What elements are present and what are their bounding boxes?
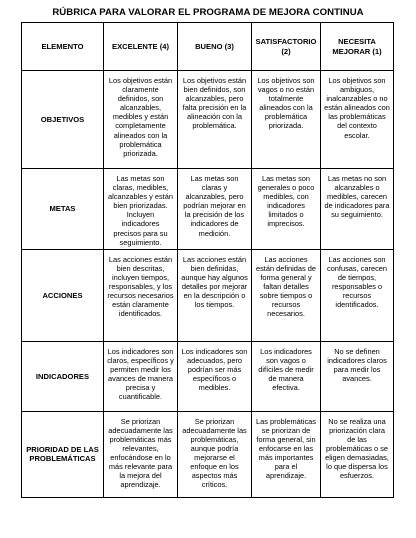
header-elemento: ELEMENTO [22,23,104,71]
table-cell: No se realiza una priorización clara de las problemáticas o se eligen demasiadas, lo que dispersa los esfuerzos. [321,411,394,497]
table-cell: Las metas no son alcanzables o medibles, carecen de indicadores para su seguimiento. [321,169,394,250]
table-cell: Se priorizan adecuadamente las problemáticas, aunque podría mejorarse el enfoque en los aspectos más críticos. [178,411,252,497]
table-cell: Las acciones están bien definidas, aunque hay algunos detalles por mejorar en la descripción o los tiempos. [178,249,252,341]
table-cell: Los indicadores son vagos o difíciles de medir de manera efectiva. [252,341,321,411]
rubric-table [21,22,394,498]
table-cell: Los indicadores son claros, específicos y permiten medir los avances de manera precisa y cuantificable. [104,341,178,411]
table-cell: Las metas son claras y alcanzables, pero podrían mejorar en la precisión de los indicadores de medición. [178,169,252,250]
table-cell: Los objetivos están bien definidos, son alcanzables, pero falta precisión en la alineación con la problemática. [178,71,252,169]
table-cell: Las problemáticas se priorizan de forma general, sin enfocarse en las más importantes para el aprendizaje. [252,411,321,497]
header-excelente: EXCELENTE (4) [104,23,178,71]
table-cell: Las acciones están bien descritas, incluyen tiempos, responsables, y los recursos necesarios están claramente identificados. [104,249,178,341]
table-cell: Las metas son generales o poco medibles, con indicadores limitados o imprecisos. [252,169,321,250]
header-bueno: BUENO (3) [178,23,252,71]
table-cell: Los objetivos son ambiguos, inalcanzables o no están alineados con las problemáticas del contexto escolar. [321,71,394,169]
table-cell: Los indicadores son adecuados, pero podrían ser más específicos o medibles. [178,341,252,411]
table-cell: Las acciones están definidas de forma general y faltan detalles sobre tiempos o recursos necesarios. [252,249,321,341]
table-row [22,411,394,497]
table-cell: Los objetivos son vagos o no están totalmente alineados con la problemática priorizada. [252,71,321,169]
table-cell: Las acciones son confusas, carecen de tiempos, responsables o recursos identificados. [321,249,394,341]
header-satisfactorio: SATISFACTORIO (2) [252,23,321,71]
table-row [22,71,394,169]
table-row [22,249,394,341]
table-cell: Las metas son claras, medibles, alcanzables y están bien priorizadas. Incluyen indicadores precisos para su seguimiento. [104,169,178,250]
criterion-label: METAS [22,169,104,250]
table-cell: No se definen indicadores claros para medir los avances. [321,341,394,411]
criterion-label: ACCIONES [22,249,104,341]
page-title: RÚBRICA PARA VALORAR EL PROGRAMA DE MEJORA CONTINUA [52,7,364,18]
criterion-label: INDICADORES [22,341,104,411]
table-row [22,341,394,411]
criterion-label: OBJETIVOS [22,71,104,169]
criterion-label: PRIORIDAD DE LAS PROBLEMÁTICAS [22,411,104,497]
table-cell: Los objetivos están claramente definidos, son alcanzables, medibles y están completamente alineados con la problemática priorizada. [104,71,178,169]
header-necesita-mejorar: NECESITA MEJORAR (1) [321,23,394,71]
table-row [22,169,394,250]
table-cell: Se priorizan adecuadamente las problemáticas más relevantes, enfocándose en lo más relevante para la mejora del aprendizaje. [104,411,178,497]
header-row [22,23,394,71]
